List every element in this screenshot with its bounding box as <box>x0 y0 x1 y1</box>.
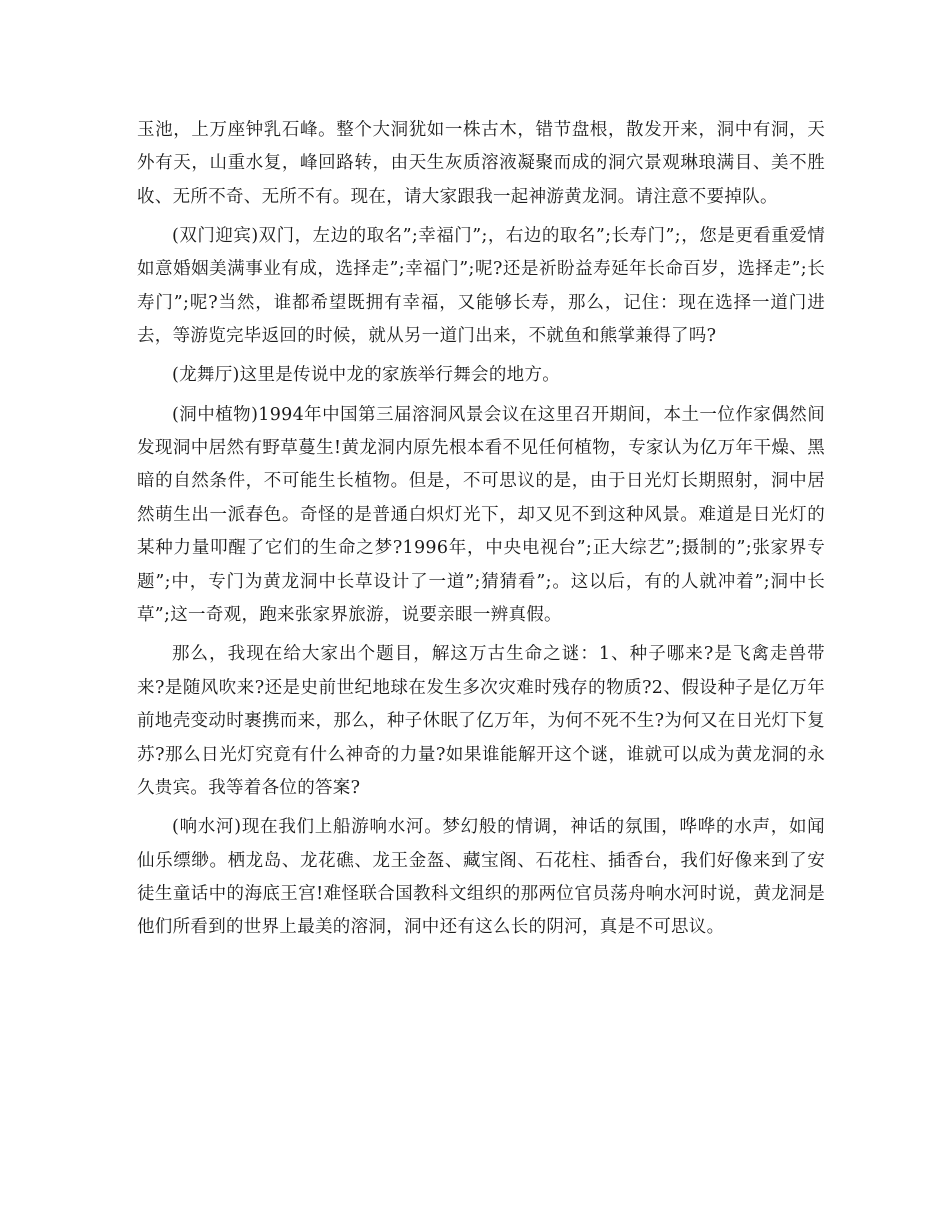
document-body <box>137 114 825 951</box>
paragraph-double-gate: (双门迎宾)双门，左边的取名”;幸福门”;，右边的取名”;长寿门”;，您是更看重爱情如意婚姻美满事业有成，选择走”;幸福门”;呢?还是祈盼益寿延年长命百岁，选择走”;长寿门”;呢?当然，谁都希望既拥有幸福，又能够长寿，那么，记住：现在选择一道门进去，等游览完毕返回的时候，就从另一道门出来，不就鱼和熊掌兼得了吗? <box>137 226 825 347</box>
paragraph-echo-river: (响水河)现在我们上船游响水河。梦幻般的情调，神话的氛围，哗哗的水声，如闻仙乐缥缈。栖龙岛、龙花礁、龙王金盔、藏宝阁、石花柱、插香台，我们好像来到了安徒生童话中的海底王宫!难怪联合国教科文组织的那两位官员荡舟响水河时说，黄龙洞是他们所看到的世界上最美的溶洞，洞中还有这么长的阴河，真是不可思议。 <box>137 817 825 938</box>
paragraph-cave-plants: (洞中植物)1994年中国第三届溶洞风景会议在这里召开期间，本土一位作家偶然间发现洞中居然有野草蔓生!黄龙洞内原先根本看不见任何植物，专家认为亿万年干燥、黑暗的自然条件，不可能生长植物。但是，不可思议的是，由于日光灯长期照射，洞中居然萌生出一派春色。奇怪的是普通白炽灯光下，却又见不到这种风景。难道是日光灯的某种力量叩醒了它们的生命之梦?1996年，中央电视台”;正大综艺”;摄制的”;张家界专题”;中，专门为黄龙洞中长草设计了一道”;猜猜看”;。这以后，有的人就冲着”;洞中长草”;这一奇观，跑来张家界旅游，说要亲眼一辨真假。 <box>137 404 825 626</box>
paragraph-cave-overview: 玉池，上万座钟乳石峰。整个大洞犹如一株古木，错节盘根，散发开来，洞中有洞，天外有天，山重水复，峰回路转，由天生灰质溶液凝聚而成的洞穴景观琳琅满目、美不胜收、无所不奇、无所不有。现在，请大家跟我一起神游黄龙洞。请注意不要掉队。 <box>137 120 825 207</box>
paragraph-dragon-dance-hall: (龙舞厅)这里是传说中龙的家族举行舞会的地方。 <box>172 365 561 386</box>
paragraph-riddle: 那么，我现在给大家出个题目，解这万古生命之谜：1、种子哪来?是飞禽走兽带来?是随风吹来?还是史前世纪地球在发生多次灾难时残存的物质?2、假设种子是亿万年前地壳变动时裹携而来，那么，种子休眠了亿万年，为何不死不生?为何又在日光灯下复苏?那么日光灯究竟有什么神奇的力量?如果谁能解开这个谜，谁就可以成为黄龙洞的永久贵宾。我等着各位的答案? <box>137 644 825 798</box>
